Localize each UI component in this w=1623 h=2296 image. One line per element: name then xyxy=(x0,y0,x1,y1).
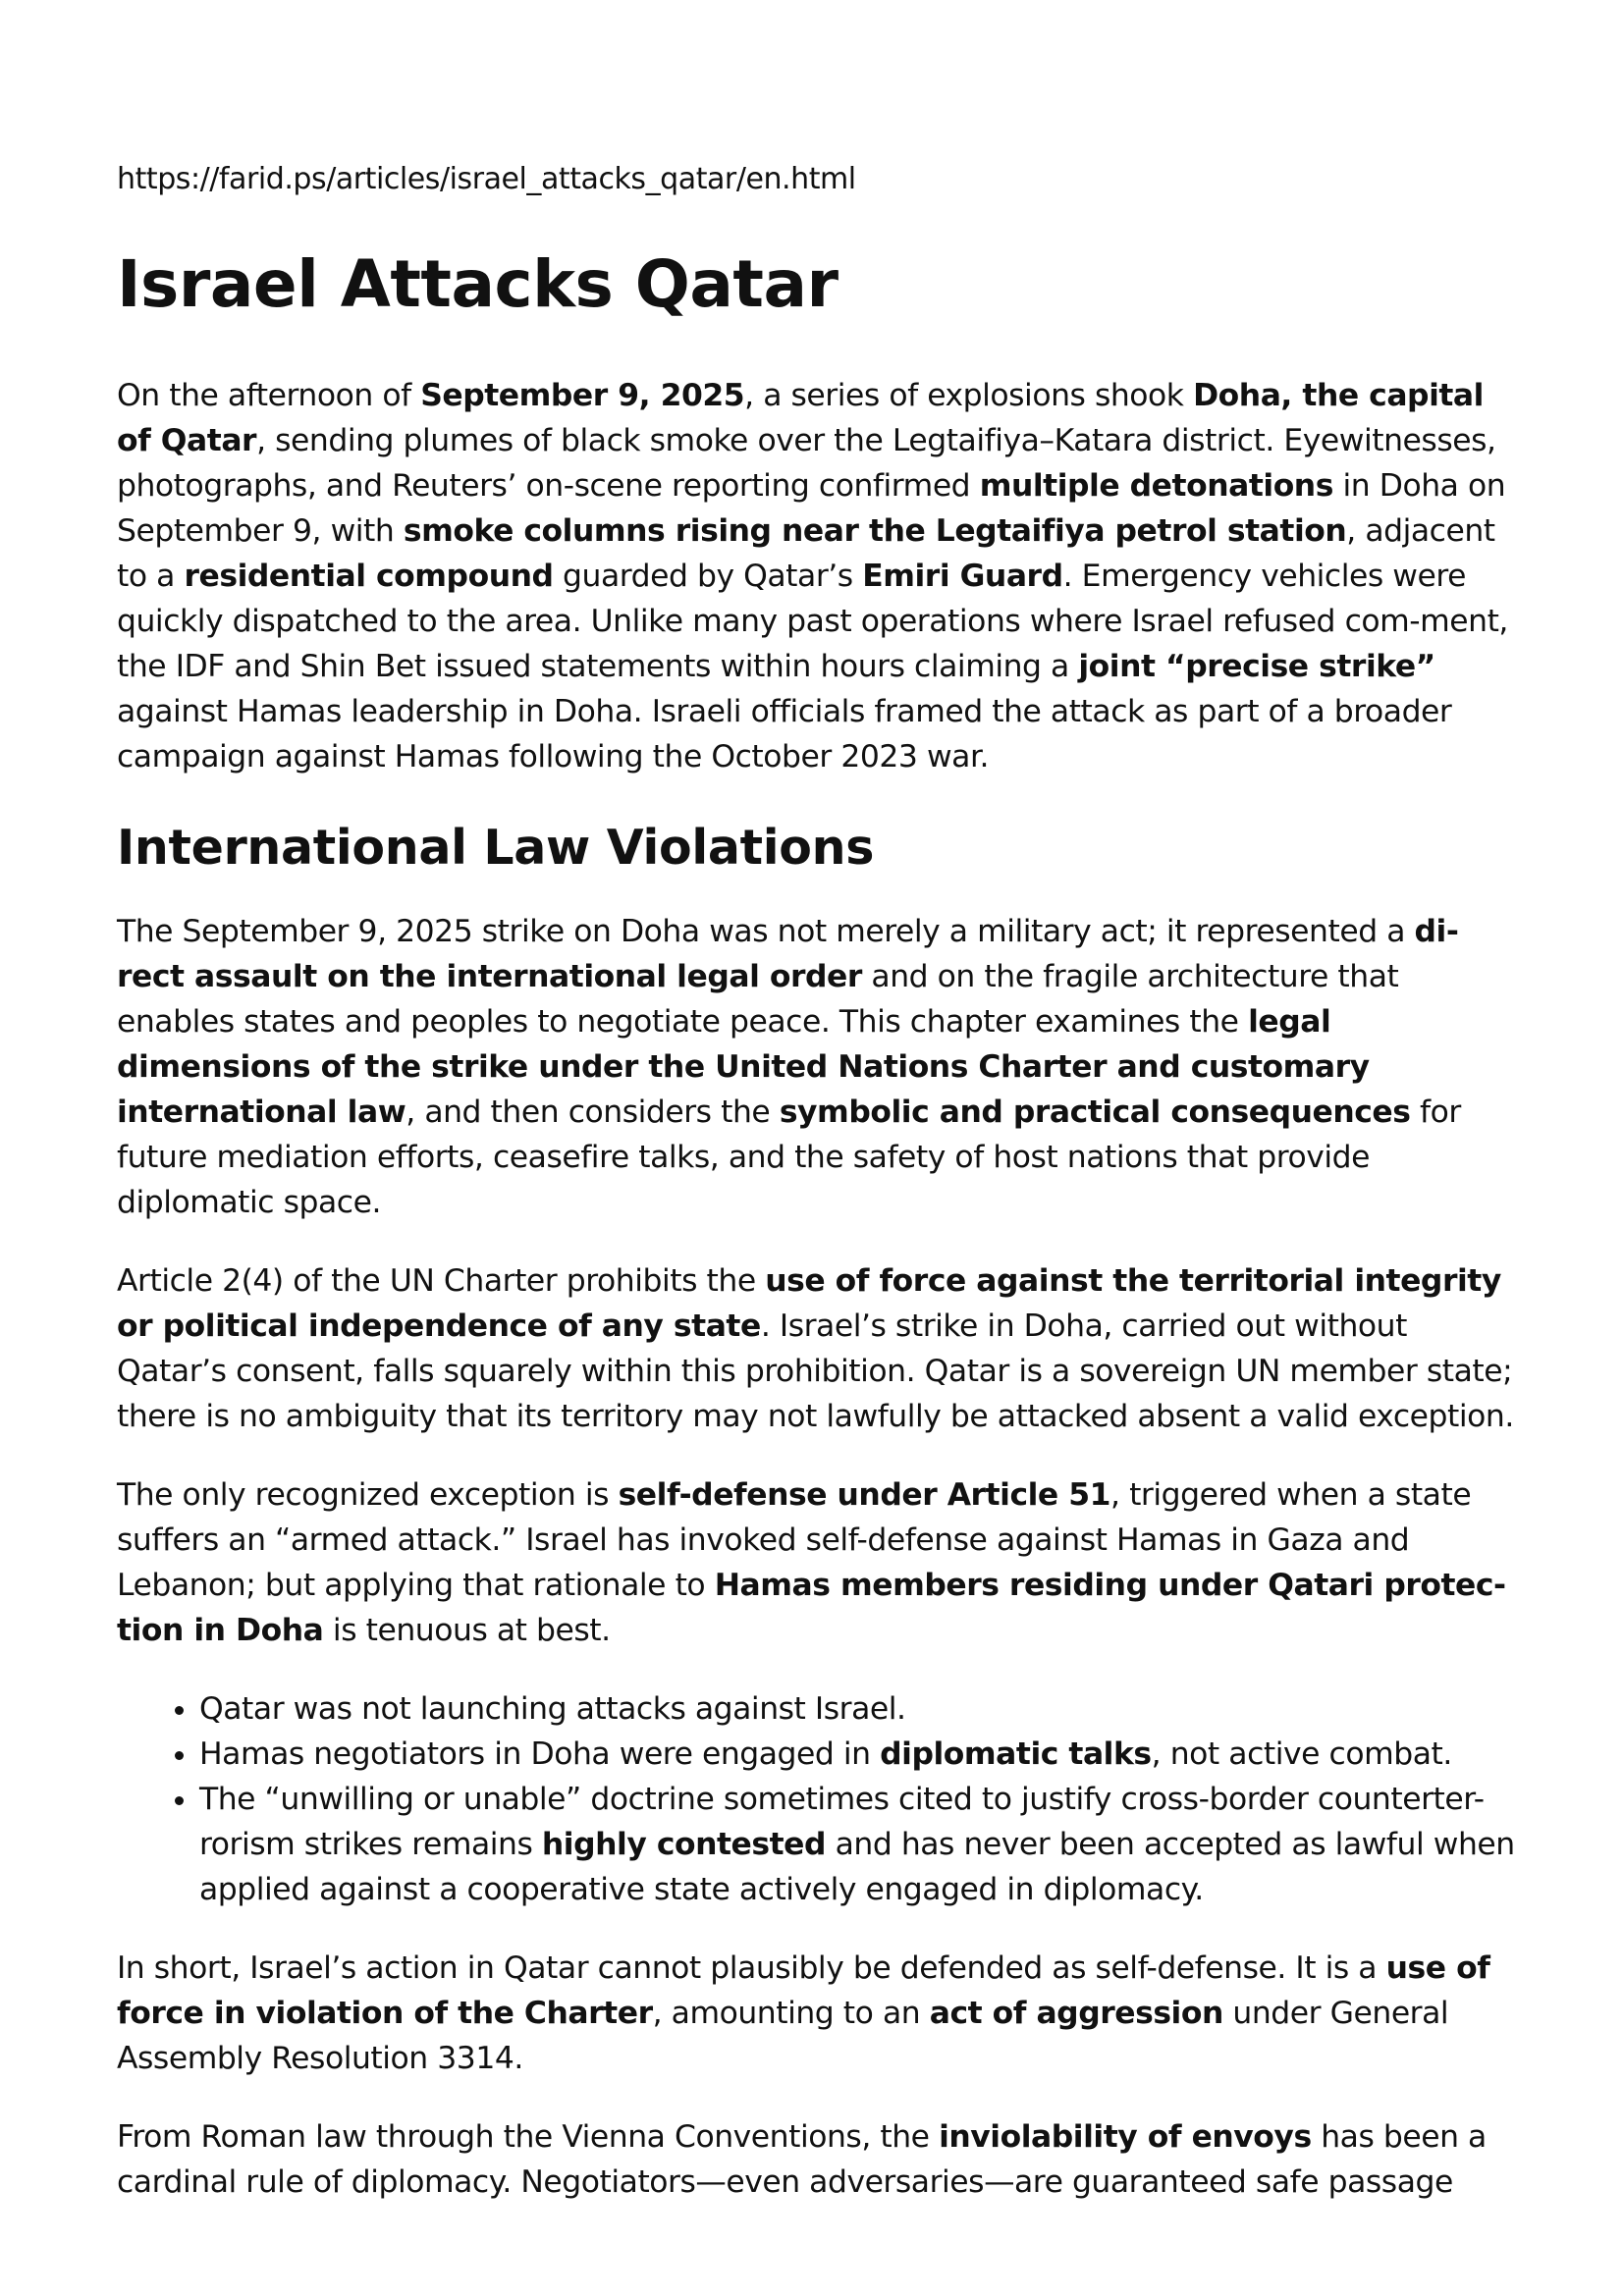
bold-text: smoke columns rising near the Legtaifiya petrol station xyxy=(403,513,1347,549)
text-run: and on the fragile architecture that enables states and peoples to negotiate peace. This chapter examines the xyxy=(117,959,1399,1040)
text-run: Qatar was not launching attacks against Israel. xyxy=(199,1691,906,1727)
text-run: On the afternoon of xyxy=(117,378,421,413)
bold-text: diplomatic talks xyxy=(880,1736,1152,1772)
list-item xyxy=(199,1732,1519,1777)
list-item xyxy=(199,1686,1519,1732)
text-run: , a series of explosions shook xyxy=(744,378,1194,413)
intro-paragraph xyxy=(117,373,1519,779)
text-run: . Israel’s strike in Doha, carried out without Qatar’s consent, falls squarely within this prohibition. Qatar is a sovereign UN member state; there is no ambiguity that its territory may not lawfully be attacked absent a valid exception. xyxy=(117,1308,1514,1434)
text-run: . Emergency vehicles were quickly dispatched to the area. Unlike many past operations where Israel refused com-ment, the IDF and Shin Bet issued statements within hours claiming a xyxy=(117,559,1508,684)
bold-text: highly contested xyxy=(541,1827,827,1862)
text-run: , adjacent to a xyxy=(117,513,1495,594)
text-run: for future mediation efforts, ceasefire talks, and the safety of host nations that provide diplomatic space. xyxy=(117,1095,1461,1220)
bold-text: use of force against the territorial integrity or political independence of any state xyxy=(117,1263,1501,1344)
bold-text: September 9, 2025 xyxy=(420,378,745,413)
section-heading: International Law Violations xyxy=(117,820,875,876)
bold-text: symbolic and practical consequences xyxy=(779,1095,1411,1130)
text-run: is tenuous at best. xyxy=(323,1613,611,1648)
text-run: in Doha on September 9, with xyxy=(117,468,1506,549)
bullet-list xyxy=(117,1686,1519,1912)
bold-text: legal dimensions of the strike under the United Nations Charter and customary international law xyxy=(117,1004,1370,1130)
body-paragraph xyxy=(117,909,1519,1225)
bold-text: Hamas members residing under Qatari protec-tion in Doha xyxy=(117,1568,1506,1648)
article-page xyxy=(117,157,1519,2238)
text-run: , and then considers the xyxy=(406,1095,780,1130)
text-run: The “unwilling or unable” doctrine sometimes cited to justify cross-border counterter-rorism strikes remains xyxy=(199,1782,1485,1862)
bold-text: di-rect assault on the international legal order xyxy=(117,914,1459,994)
article-title: Israel Attacks Qatar xyxy=(117,246,839,322)
text-run: The only recognized exception is xyxy=(117,1477,619,1513)
bold-text: act of aggression xyxy=(929,1996,1223,2031)
bold-text: Emiri Guard xyxy=(862,559,1063,594)
text-run: The September 9, 2025 strike on Doha was not merely a military act; it represented a xyxy=(117,914,1415,949)
text-run: and has never been accepted as lawful when applied against a cooperative state actively engaged in diplomacy. xyxy=(199,1827,1515,1907)
body-paragraph xyxy=(117,1472,1519,1653)
text-run: Article 2(4) of the UN Charter prohibits the xyxy=(117,1263,766,1299)
text-run: From Roman law through the Vienna Conventions, the xyxy=(117,2119,940,2155)
body-paragraph xyxy=(117,1258,1519,1439)
text-run: under General Assembly Resolution 3314. xyxy=(117,1996,1449,2076)
text-run: , sending plumes of black smoke over the Legtaifiya–Katara district. Eyewitnesses, photographs, and Reuters’ on-scene reporting confirmed xyxy=(117,423,1496,504)
text-run: In short, Israel’s action in Qatar cannot plausibly be defended as self-defense. It is a xyxy=(117,1950,1386,1986)
bold-text: Doha, the capital of Qatar xyxy=(117,378,1484,458)
body-paragraph xyxy=(117,1946,1519,2081)
bold-text: joint “precise strike” xyxy=(1078,649,1435,684)
list-item xyxy=(199,1777,1519,1912)
text-run: , not active combat. xyxy=(1151,1736,1452,1772)
bold-text: self-defense under Article 51 xyxy=(618,1477,1111,1513)
bold-text: residential compound xyxy=(184,559,554,594)
bold-text: multiple detonations xyxy=(979,468,1333,504)
text-run: , amounting to an xyxy=(652,1996,930,2031)
bold-text: inviolability of envoys xyxy=(939,2119,1312,2155)
source-url: https://farid.ps/articles/israel_attacks_qatar/en.html xyxy=(117,162,856,196)
text-run: , triggered when a state suffers an “armed attack.” Israel has invoked self-defense against Hamas in Gaza and Lebanon; but applying that rationale to xyxy=(117,1477,1472,1603)
bold-text: use of force in violation of the Charter xyxy=(117,1950,1490,2031)
text-run: against Hamas leadership in Doha. Israeli officials framed the attack as part of a broader campaign against Hamas following the October 2023 war. xyxy=(117,694,1452,774)
body-paragraph xyxy=(117,2114,1519,2205)
text-run: Hamas negotiators in Doha were engaged in xyxy=(199,1736,881,1772)
text-run: has been a cardinal rule of diplomacy. Negotiators—even adversaries—are guaranteed safe passage xyxy=(117,2119,1487,2200)
text-run: guarded by Qatar’s xyxy=(553,559,863,594)
